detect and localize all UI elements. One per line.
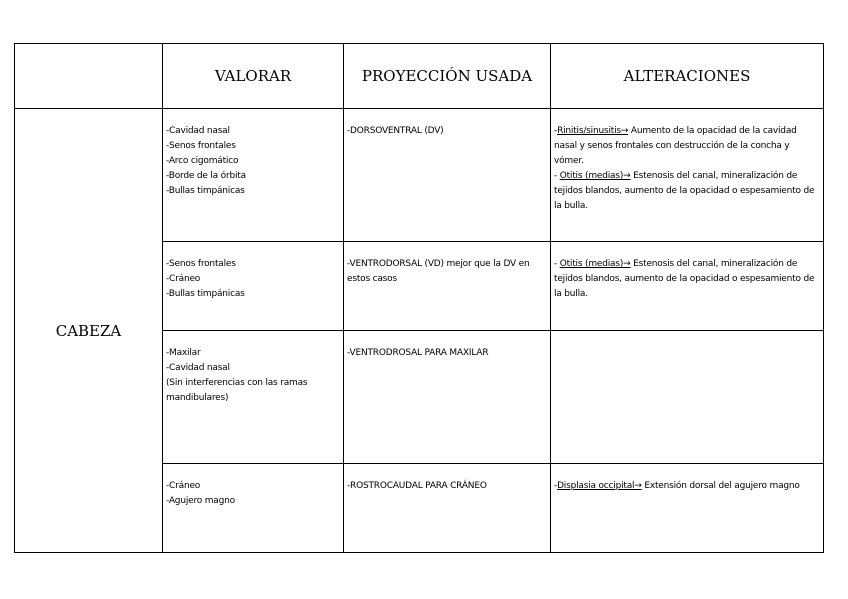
alteraciones-cell: [551, 242, 824, 331]
arrow-icon: →: [634, 481, 642, 491]
valorar-item: -Cavidad nasal: [166, 363, 230, 373]
alteracion-entry: [554, 257, 821, 302]
alteracion-entry: [554, 124, 821, 169]
valorar-cell: [163, 331, 344, 464]
alteracion-text: Estenosis del canal, mineralización de tejidos blandos, aumento de la opacidad o espesamiento de la bulla.: [554, 171, 815, 211]
alteracion-term: Otitis (medias): [559, 171, 624, 181]
alteracion-entry: [554, 479, 821, 494]
table-row: [15, 109, 824, 242]
valorar-item: -Cavidad nasal: [166, 126, 230, 136]
alteracion-term: Otitis (medias): [559, 259, 624, 269]
valorar-item: (Sin interferencias con las ramas mandibulares): [166, 378, 308, 403]
alteracion-prefix: -: [554, 259, 560, 269]
alteracion-term: Rinitis/sinusitis: [557, 126, 621, 136]
valorar-cell: [163, 109, 344, 242]
empty-corner-cell: [15, 44, 163, 109]
arrow-icon: →: [623, 171, 631, 181]
valorar-item: -Bullas timpánicas: [166, 186, 245, 196]
alteraciones-cell: [551, 109, 824, 242]
alteraciones-cell: [551, 331, 824, 464]
valorar-item: -Senos frontales: [166, 259, 236, 269]
proyeccion-cell: -DORSOVENTRAL (DV): [344, 109, 551, 242]
alteracion-term: Displasia occipital: [557, 481, 635, 491]
header-row: [15, 44, 824, 109]
valorar-item: -Arco cigomático: [166, 156, 239, 166]
valorar-item: -Bullas timpánicas: [166, 289, 245, 299]
valorar-item: -Borde de la órbita: [166, 171, 246, 181]
region-label: CABEZA: [15, 109, 163, 553]
alteracion-text: Aumento de la opacidad de la cavidad nasal y senos frontales con destrucción de la concha y vómer.: [554, 126, 797, 166]
valorar-item: -Agujero magno: [166, 496, 235, 506]
alteracion-prefix: -: [554, 126, 558, 136]
header-valorar: VALORAR: [163, 44, 344, 109]
alteraciones-cell: [551, 464, 824, 553]
valorar-item: -Cráneo: [166, 274, 201, 284]
alteracion-prefix: -: [554, 481, 558, 491]
alteracion-text: Estenosis del canal, mineralización de tejidos blandos, aumento de la opacidad o espesamiento de la bulla.: [554, 259, 815, 299]
arrow-icon: →: [620, 126, 629, 136]
valorar-item: -Maxilar: [166, 348, 201, 358]
alteracion-text: Extensión dorsal del agujero magno: [641, 481, 800, 491]
proyeccion-cell: -ROSTROCAUDAL PARA CRÁNEO: [344, 464, 551, 553]
alteracion-entry: [554, 169, 821, 214]
alteracion-prefix: -: [554, 171, 560, 181]
valorar-item: -Senos frontales: [166, 141, 236, 151]
radiology-table: [14, 43, 824, 553]
header-proyeccion: PROYECCIÓN USADA: [344, 44, 551, 109]
header-alteraciones: ALTERACIONES: [551, 44, 824, 109]
valorar-item: -Cráneo: [166, 481, 201, 491]
proyeccion-cell: -VENTRODORSAL (VD) mejor que la DV en estos casos: [344, 242, 551, 331]
arrow-icon: →: [623, 259, 631, 269]
valorar-cell: [163, 242, 344, 331]
valorar-cell: [163, 464, 344, 553]
proyeccion-cell: -VENTRODROSAL PARA MAXILAR: [344, 331, 551, 464]
